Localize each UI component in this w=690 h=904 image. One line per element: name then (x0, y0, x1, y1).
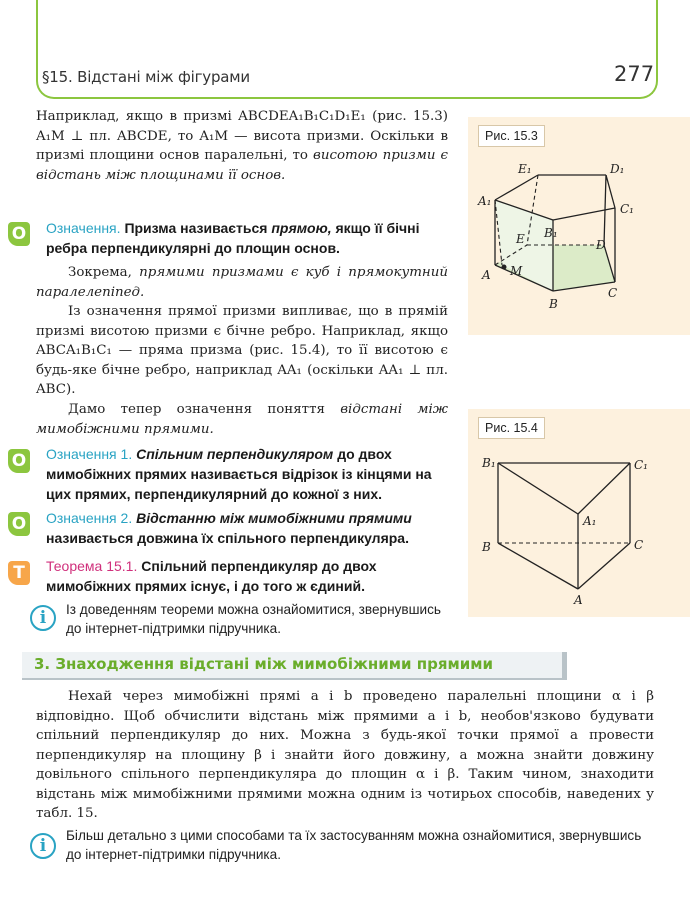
label-D1: D₁ (610, 162, 625, 176)
paragraph-text: Дамо тепер означення поняття (68, 402, 325, 417)
label-C: C (634, 538, 644, 552)
paragraph-examples (36, 263, 448, 302)
definition-text: якщо її бічні ребра перпендикулярні до площин основ. (46, 220, 420, 256)
definition-badge: О (8, 449, 30, 473)
paragraph-skew-intro (36, 400, 448, 439)
note-methods-support: Більш детально з цими способами та їх застосуванням можна ознайомитися, звернувшись до інтернет-підтримки підручника. (66, 828, 642, 862)
definition-label: Означення 1. (46, 446, 133, 462)
theorem-badge: Т (8, 561, 30, 585)
figure-label: Рис. 15.3 (478, 125, 545, 147)
info-icon: i (30, 605, 56, 631)
paragraph-italic: прямими призмами є куб і прямокутний паралелепіпед. (36, 265, 448, 300)
label-B: B (482, 540, 491, 554)
label-A1: A₁ (478, 194, 492, 208)
figure-15-4 (468, 409, 690, 617)
section-3-heading-bar (22, 652, 567, 680)
definition-term: прямою, (271, 220, 332, 236)
label-C: C (608, 286, 618, 300)
definition-skew-distance (46, 508, 450, 548)
definition-term: Відстанню між мимобіжними прямими (136, 510, 412, 526)
paragraph-text: Наприклад, якщо в призмі ABCDEA₁B₁C₁D₁E₁ (рис. 15.3) A₁M ⊥ пл. ABCDE, то A₁M — висота призми. Оскільки в призмі площини основ паралельні, то (36, 109, 448, 163)
theorem-text: Спільний перпендикуляр до двох мимобіжних прямих існує, і до того ж єдиний. (46, 558, 377, 594)
paragraph-text: Зокрема, (68, 265, 132, 280)
figure-15-3 (468, 117, 690, 335)
definition-text: Призма називається (124, 220, 268, 236)
prism-triangular-diagram (468, 409, 690, 617)
definition-badge: О (8, 222, 30, 246)
label-M: M (510, 264, 523, 278)
label-B: B (549, 297, 558, 311)
theorem-15-1 (46, 556, 450, 596)
prism-pentagonal-diagram (468, 117, 690, 335)
label-B1: B₁ (544, 226, 558, 240)
definition-label: Означення 2. (46, 510, 133, 526)
definition-label: Означення. (46, 220, 121, 236)
label-E: E (516, 232, 525, 246)
theorem-label: Теорема 15.1. (46, 558, 138, 574)
paragraph-italic: відстані між мимобіжними прямими. (36, 402, 448, 437)
label-C1: C₁ (620, 202, 634, 216)
definition-text: називається довжина їх спільного перпендикуляра. (46, 530, 409, 546)
section-header-title: §15. Відстані між фігурами (42, 68, 250, 86)
paragraph-italic: висотою призми є відстань між площинами її основ. (36, 148, 448, 183)
definition-text: до двох мимобіжних прямих називається відрізок із кінцями на цих прямих, перпендикулярний до кожної з них. (46, 446, 432, 502)
paragraph-text: Із означення прямої призми випливає, що в прямій призмі висотою призми є бічне ребро. Наприклад, якщо ABCA₁B₁C₁ — пряма призма (рис. 15.4), то її висотою є будь-яке бічне ребро, наприклад AA₁ (оскільки AA₁ ⊥ пл. ABC). (36, 304, 448, 397)
section-3-title: 3. Знаходження відстані між мимобіжними прямими (34, 655, 494, 673)
page-number: 277 (614, 62, 655, 86)
paragraph-right-prism-height (36, 302, 448, 400)
definition-common-perpendicular (46, 444, 450, 504)
section-3-body: Нехай через мимобіжні прямі a і b проведено паралельні площини α і β відповідно. Щоб обчислити відстань між прямими a і b, необов'язково будувати спільний перпендикуляр до них. Можна з будь-якої точки прямої a провести перпендикуляр на площину β і знайти його довжину, а можна знайти довжину довільного спільного перпендикуляра до площин α і β. Таким чином, знаходити відстань між мимобіжними прямими можна одним із чотирьох способів, наведених у табл. 15. (36, 689, 654, 821)
figure-label: Рис. 15.4 (478, 417, 545, 439)
point-m (502, 265, 507, 270)
label-E1: E₁ (518, 162, 532, 176)
label-A1: A₁ (583, 514, 597, 528)
note-internet-support: Із доведенням теореми можна ознайомитися, звернувшись до інтернет-підтримки підручника. (66, 602, 441, 636)
definition-term: Спільним перпендикуляром (136, 446, 334, 462)
label-B1: B₁ (482, 456, 496, 470)
paragraph-prism-height (36, 107, 448, 185)
definition-badge: О (8, 512, 30, 536)
definition-right-prism (46, 218, 450, 258)
label-A: A (574, 593, 583, 607)
label-A: A (482, 268, 491, 282)
info-icon: i (30, 833, 56, 859)
label-C1: C₁ (634, 458, 648, 472)
label-D: D (596, 238, 606, 252)
